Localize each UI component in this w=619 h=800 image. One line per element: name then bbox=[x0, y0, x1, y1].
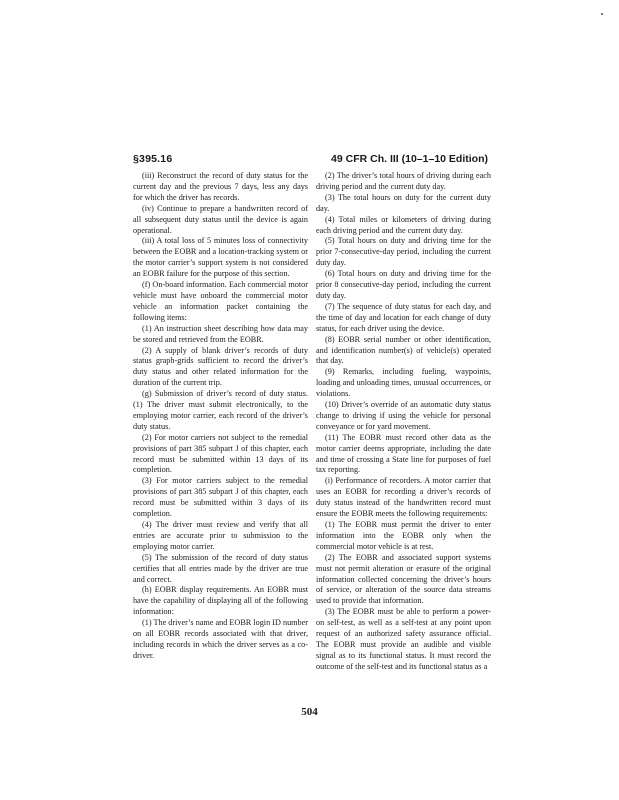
paragraph: (2) A supply of blank driver’s records of duty status graph-grids sufficient to record the driver’s duty status and other related information for the duration of the current trip. bbox=[133, 345, 308, 388]
right-column bbox=[316, 171, 491, 673]
paragraph: (2) The EOBR and associated support systems must not permit alteration or erasure of the original information collected concerning the driver’s hours of service, or alteration of the source data streams used to provide that information. bbox=[316, 552, 491, 606]
paragraph: (1) The EOBR must permit the driver to enter information into the EOBR only when the commercial motor vehicle is at rest. bbox=[316, 520, 491, 551]
paragraph: (5) The submission of the record of duty status certifies that all entries made by the driver are true and correct. bbox=[133, 552, 308, 584]
paragraph: (2) For motor carriers not subject to the remedial provisions of part 385 subpart J of this chapter, each record must be submitted within 13 days of its completion. bbox=[133, 432, 308, 475]
paragraph: (8) EOBR serial number or other identification, and identification number(s) of vehicle(s) operated that day. bbox=[316, 334, 491, 366]
paragraph: (1) The driver’s name and EOBR login ID number on all EOBR records associated with that driver, including records in which the driver serves as a co-driver. bbox=[133, 618, 308, 660]
scan-speck bbox=[601, 13, 603, 15]
paragraph: (h) EOBR display requirements. An EOBR must have the capability of displaying all of the following information: bbox=[133, 585, 308, 617]
paragraph: (4) Total miles or kilometers of driving during each driving period and the current duty day. bbox=[316, 214, 491, 235]
paragraph: (6) Total hours on duty and driving time for the prior 8 consecutive-day period, including the current duty day. bbox=[316, 269, 491, 300]
paragraph: (f) On-board information. Each commercial motor vehicle must have onboard the commercial motor vehicle an information packet containing the following items: bbox=[133, 280, 308, 322]
paragraph: (g) Submission of driver’s record of duty status. (1) The driver must submit electronically, to the employing motor carrier, each record of the driver’s duty status. bbox=[133, 389, 308, 431]
paragraph: (4) The driver must review and verify that all entries are accurate prior to submission to the employing motor carrier. bbox=[133, 520, 308, 551]
paragraph: (iv) Continue to prepare a handwritten record of all subsequent duty status until the device is again operational. bbox=[133, 203, 308, 235]
paragraph: (3) The total hours on duty for the current duty day. bbox=[316, 192, 491, 213]
paragraph: (i) Performance of recorders. A motor carrier that uses an EOBR for recording a driver’s records of duty status instead of the handwritten record must ensure the EOBR meets the following requirements: bbox=[316, 476, 491, 519]
paragraph: (1) An instruction sheet describing how data may be stored and retrieved from the EOBR. bbox=[133, 323, 308, 344]
paragraph: (3) The EOBR must be able to perform a power-on self-test, as well as a self-test at any point upon request of an authorized safety assurance official. The EOBR must provide an audible and visible signal as to its functional status. It must record the outcome of the self-test and its functional status as a bbox=[316, 607, 491, 671]
left-column bbox=[133, 171, 308, 662]
paragraph: (5) Total hours on duty and driving time for the prior 7-consecutive-day period, including the current duty day. bbox=[316, 236, 491, 268]
paragraph: (10) Driver’s override of an automatic duty status change to driving if using the vehicle for personal conveyance or for yard movement. bbox=[316, 400, 491, 431]
paragraph: (9) Remarks, including fueling, waypoints, loading and unloading times, unusual occurrences, or violations. bbox=[316, 367, 491, 399]
paragraph: (3) For motor carriers subject to the remedial provisions of part 385 subpart J of this chapter, each record must be submitted within 3 days of its completion. bbox=[133, 476, 308, 519]
paragraph: (iii) Reconstruct the record of duty status for the current day and the previous 7 days, less any days for which the driver has records. bbox=[133, 171, 308, 202]
running-title: 49 CFR Ch. III (10–1–10 Edition) bbox=[331, 153, 488, 165]
paragraph: (iii) A total loss of 5 minutes loss of connectivity between the EOBR and a location-tracking system or the motor carrier’s support system is not considered an EOBR failure for the purpose of this section. bbox=[133, 236, 308, 279]
paragraph: (2) The driver’s total hours of driving during each driving period and the current duty day. bbox=[316, 171, 491, 191]
paragraph: (7) The sequence of duty status for each day, and the time of day and location for each change of duty status, for each driver using the device. bbox=[316, 301, 491, 333]
page-number: 504 bbox=[301, 706, 318, 718]
section-number: §395.16 bbox=[133, 153, 173, 165]
paragraph: (11) The EOBR must record other data as the motor carrier deems appropriate, including the date and time of crossing a State line for purposes of fuel tax reporting. bbox=[316, 432, 491, 475]
